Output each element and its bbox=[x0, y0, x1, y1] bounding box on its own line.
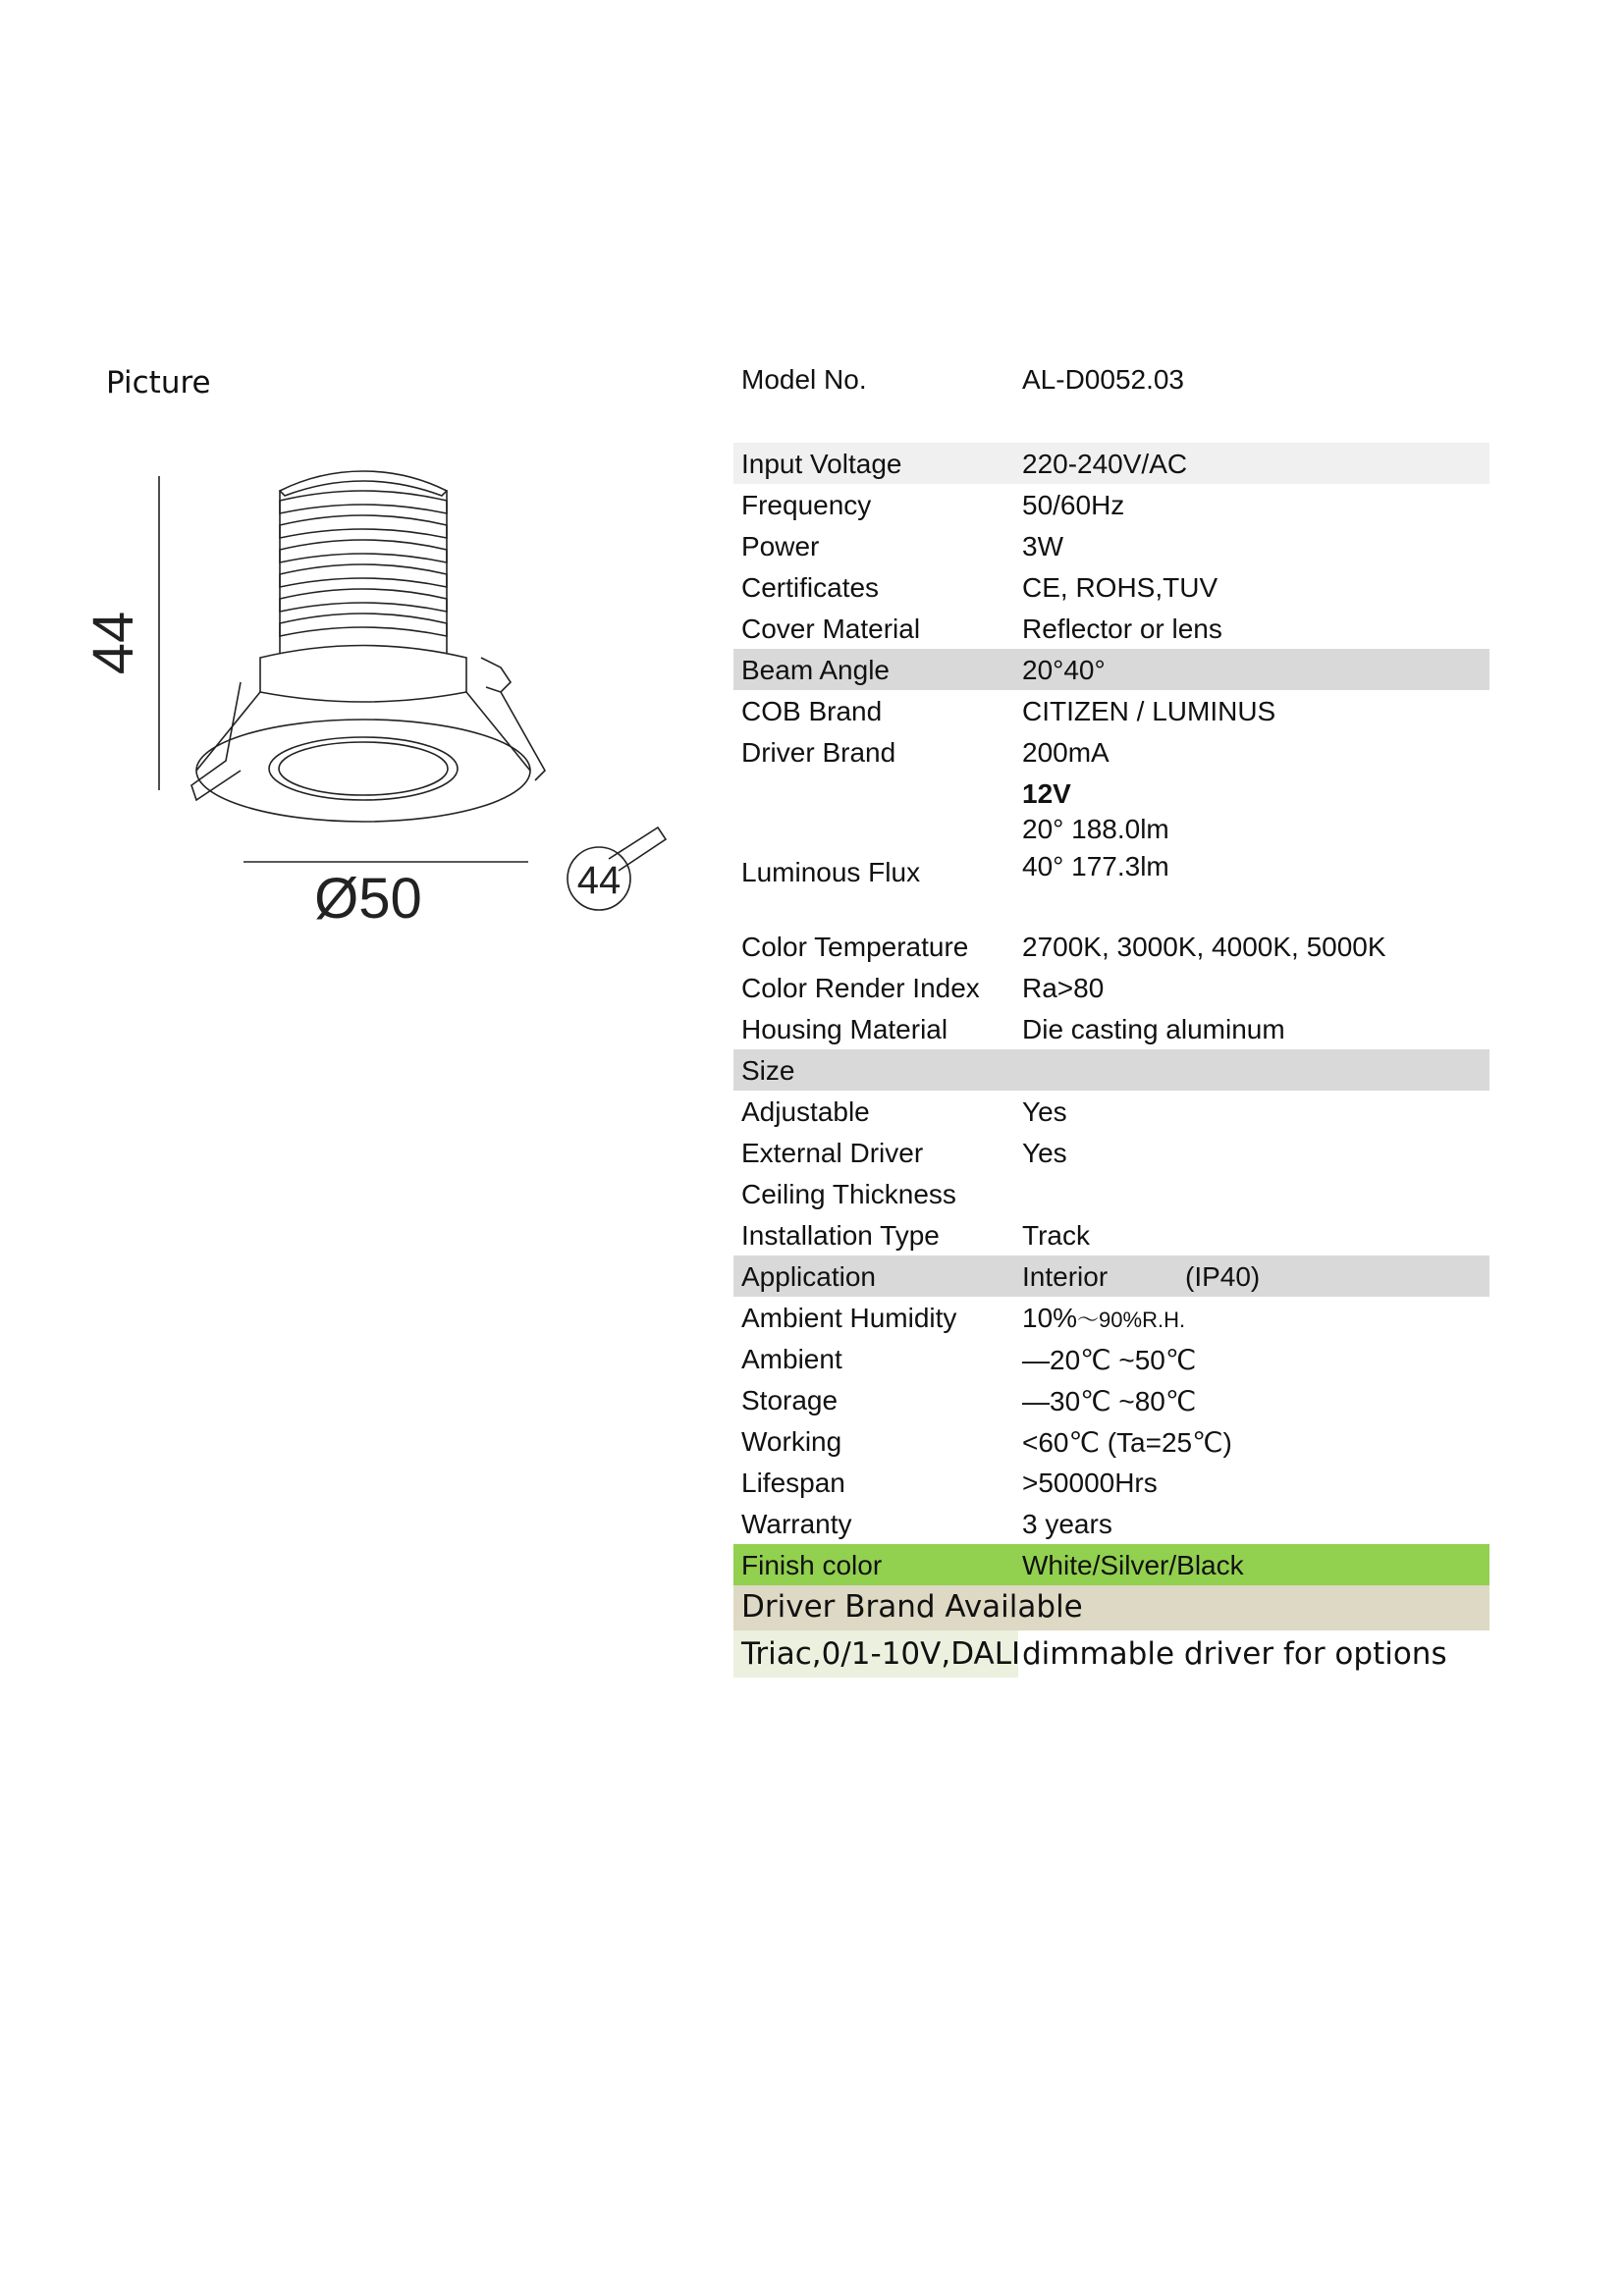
spec-row-finish-color bbox=[733, 1544, 1489, 1585]
spec-label: Ambient bbox=[741, 1344, 842, 1374]
spec-row-frequency bbox=[733, 484, 1489, 525]
spec-label: Power bbox=[741, 531, 820, 561]
spec-label: Frequency bbox=[741, 490, 872, 520]
spec-value: 20°40° bbox=[1022, 655, 1106, 685]
spec-value: 40° 177.3lm bbox=[1022, 851, 1169, 881]
spec-label: Model No. bbox=[741, 364, 867, 395]
spec-label: Beam Angle bbox=[741, 655, 890, 685]
options-label: Triac,0/1-10V,DALI bbox=[741, 1636, 1021, 1672]
spec-row-model-no bbox=[733, 358, 1489, 403]
spec-label: Ambient Humidity bbox=[741, 1303, 957, 1333]
spec-value: Yes bbox=[1022, 1138, 1067, 1168]
spec-row-driver-brand bbox=[733, 731, 1489, 773]
spec-value: 3 years bbox=[1022, 1509, 1112, 1539]
diameter-dimension-label: Ø50 bbox=[314, 867, 422, 931]
spec-value: AL-D0052.03 bbox=[1022, 364, 1185, 395]
spec-label: Input Voltage bbox=[741, 449, 902, 479]
spec-label: Finish color bbox=[741, 1550, 883, 1580]
spec-row-storage bbox=[733, 1379, 1489, 1420]
spec-label: Size bbox=[741, 1055, 795, 1086]
spec-label: Driver Brand bbox=[741, 737, 896, 768]
spec-label: Application bbox=[741, 1261, 876, 1292]
spec-row-warranty bbox=[733, 1503, 1489, 1544]
spec-value: 220-240V/AC bbox=[1022, 449, 1188, 479]
spec-label: COB Brand bbox=[741, 696, 883, 726]
cutout-dimension-label: 44 bbox=[576, 859, 622, 902]
spec-row-input-voltage bbox=[733, 443, 1489, 484]
spec-row-housing-material bbox=[733, 1008, 1489, 1049]
spec-value: >50000Hrs bbox=[1022, 1468, 1158, 1498]
spec-row-driver-voltage bbox=[733, 773, 1489, 814]
picture-label: Picture bbox=[106, 365, 211, 400]
spec-table bbox=[733, 358, 1489, 1678]
spec-label: Warranty bbox=[741, 1509, 852, 1539]
right-spring-coil bbox=[481, 658, 511, 692]
dimmable-driver-options bbox=[733, 1630, 1489, 1678]
spec-label: Color Temperature bbox=[741, 932, 969, 962]
spec-row-lifespan bbox=[733, 1462, 1489, 1503]
flange-outer bbox=[196, 720, 530, 822]
spec-value: White/Silver/Black bbox=[1022, 1550, 1244, 1580]
height-dimension-label: 44 bbox=[81, 611, 145, 675]
spec-label: External Driver bbox=[741, 1138, 924, 1168]
spec-row-working bbox=[733, 1420, 1489, 1462]
spec-row-luminous-flux bbox=[733, 814, 1489, 926]
spec-row-external-driver bbox=[733, 1132, 1489, 1173]
product-drawing bbox=[81, 447, 677, 957]
options-value: dimmable driver for options bbox=[1022, 1636, 1447, 1672]
spec-value: Interior bbox=[1022, 1261, 1109, 1292]
driver-available-label: Driver Brand Available bbox=[741, 1589, 1083, 1625]
spec-value: Track bbox=[1022, 1220, 1090, 1251]
spec-value bbox=[1022, 1303, 1185, 1334]
spec-row-color-temperature bbox=[733, 926, 1489, 967]
spec-row-certificates bbox=[733, 566, 1489, 608]
humidity-min: 10% bbox=[1022, 1303, 1078, 1333]
spec-value: Die casting aluminum bbox=[1022, 1014, 1285, 1044]
heatsink-fins bbox=[280, 491, 447, 636]
spec-row-cri bbox=[733, 967, 1489, 1008]
humidity-max: ～90%R.H. bbox=[1077, 1308, 1186, 1332]
spec-label: Lifespan bbox=[741, 1468, 845, 1498]
heatsink-top bbox=[280, 471, 447, 496]
spec-row-beam-angle bbox=[733, 649, 1489, 690]
spec-value: 20° 188.0lm bbox=[1022, 814, 1169, 844]
spec-row-ceiling-thickness bbox=[733, 1173, 1489, 1214]
spec-value: —20℃ ~50℃ bbox=[1022, 1345, 1197, 1375]
spec-row-installation-type bbox=[733, 1214, 1489, 1255]
driver-brand-available bbox=[733, 1585, 1489, 1630]
spec-row-cob-brand bbox=[733, 690, 1489, 731]
spec-row-ambient-humidity bbox=[733, 1297, 1489, 1338]
spec-value-ip-rating: (IP40) bbox=[1185, 1261, 1261, 1292]
spec-label: Certificates bbox=[741, 572, 880, 603]
spec-value: 200mA bbox=[1022, 737, 1110, 768]
spec-row-cover-material bbox=[733, 608, 1489, 649]
left-spring bbox=[191, 682, 241, 800]
spec-value: 2700K, 3000K, 4000K, 5000K bbox=[1022, 932, 1386, 962]
spec-row-application bbox=[733, 1255, 1489, 1297]
spec-value: CE, ROHS,TUV bbox=[1022, 572, 1218, 603]
spec-row-adjustable bbox=[733, 1091, 1489, 1132]
spec-value: 50/60Hz bbox=[1022, 490, 1125, 520]
spec-label: Ceiling Thickness bbox=[741, 1179, 956, 1209]
spec-label: Storage bbox=[741, 1385, 839, 1415]
spec-value: Yes bbox=[1022, 1096, 1067, 1127]
lens-ring bbox=[279, 742, 448, 795]
spec-row-ambient bbox=[733, 1338, 1489, 1379]
body-collar bbox=[260, 646, 466, 703]
spec-value: CITIZEN / LUMINUS bbox=[1022, 696, 1276, 726]
spec-row-size bbox=[733, 1049, 1489, 1091]
spec-label: Color Render Index bbox=[741, 973, 980, 1003]
spec-value: —30℃ ~80℃ bbox=[1022, 1386, 1197, 1416]
spec-value: Ra>80 bbox=[1022, 973, 1105, 1003]
spec-label: Housing Material bbox=[741, 1014, 948, 1044]
spec-label: Adjustable bbox=[741, 1096, 870, 1127]
spec-value: Reflector or lens bbox=[1022, 614, 1222, 644]
spec-value: 12V bbox=[1022, 778, 1071, 809]
right-spring bbox=[501, 692, 545, 780]
spec-label: Installation Type bbox=[741, 1220, 940, 1251]
spec-row-power bbox=[733, 525, 1489, 566]
spec-label: Luminous Flux bbox=[741, 857, 921, 887]
spec-label: Cover Material bbox=[741, 614, 921, 644]
flange-inner bbox=[269, 737, 458, 800]
spec-value: <60℃ (Ta=25℃) bbox=[1022, 1427, 1232, 1458]
spec-value: 3W bbox=[1022, 531, 1063, 561]
spec-label: Working bbox=[741, 1426, 842, 1457]
